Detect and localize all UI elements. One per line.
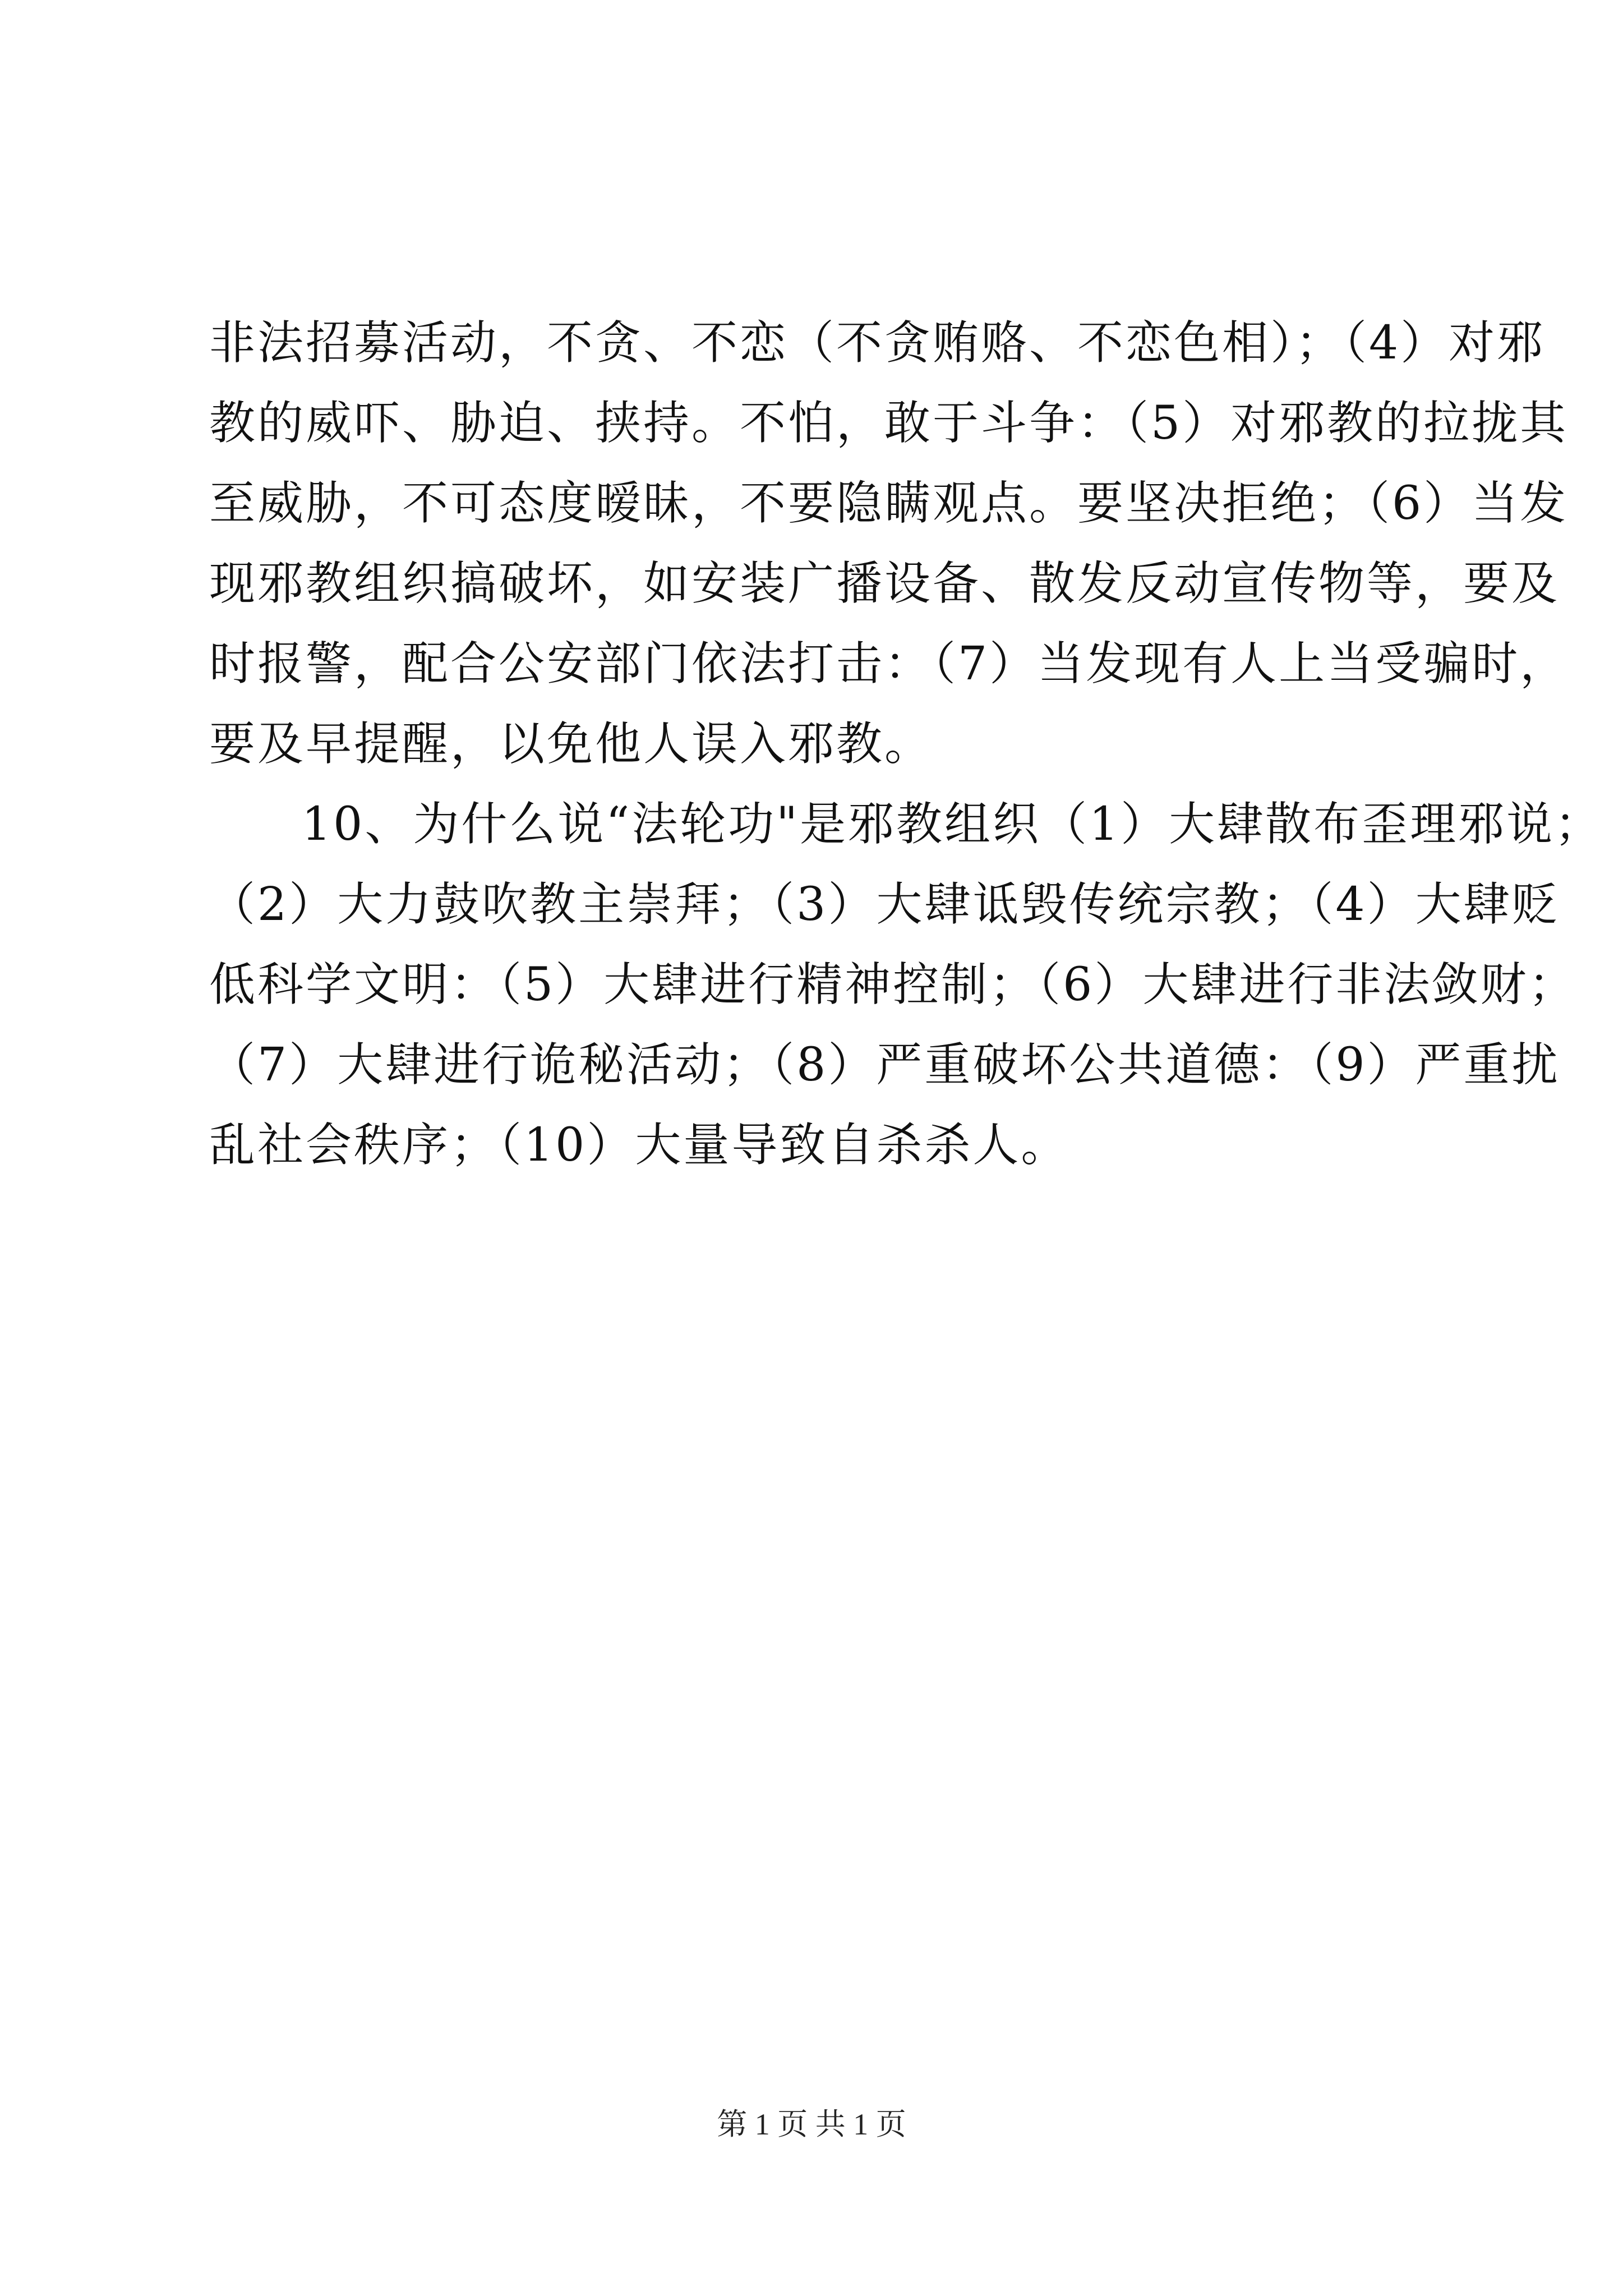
page-footer bbox=[0, 2105, 1623, 2144]
text-line: （7）大肆进行诡秘活动；（8）严重破坏公共道德：（9）严重扰 bbox=[209, 1038, 1560, 1092]
text-line: 乱社会秩序；（10）大量导致自杀杀人。 bbox=[209, 1119, 1069, 1172]
text-line: 教的威吓、胁迫、挟持。不怕，敢于斗争：（5）对邪教的拉拢其 bbox=[209, 397, 1569, 450]
paragraph-continuation bbox=[209, 303, 1569, 784]
text-line: 10、为什么说“法轮功"是邪教组织（1）大肆散布歪理邪说； bbox=[302, 798, 1603, 851]
text-line: 至威胁，不可态度暧昧，不要隐瞒观点。要坚决拒绝；（6）当发 bbox=[209, 477, 1569, 530]
page-number-label: 第 1 页 共 1 页 bbox=[717, 2108, 906, 2141]
document-body bbox=[209, 303, 1603, 1185]
text-line: 要及早提醒，以免他人误入邪教。 bbox=[209, 717, 933, 771]
paragraph-10 bbox=[209, 784, 1603, 1185]
text-line: 非法招募活动，不贪、不恋（不贪贿赂、不恋色相）；（4）对邪 bbox=[209, 316, 1546, 370]
text-line: （2）大力鼓吹教主崇拜；（3）大肆诋毁传统宗教；（4）大肆贬 bbox=[209, 878, 1560, 931]
text-line: 现邪教组织搞破坏，如安装广播设备、散发反动宣传物等，要及 bbox=[209, 557, 1560, 610]
text-line: 低科学文明：（5）大肆进行精神控制；（6）大肆进行非法敛财； bbox=[209, 958, 1577, 1011]
text-line: 时报警，配合公安部门依法打击：（7）当发现有人上当受骗时， bbox=[209, 637, 1569, 691]
